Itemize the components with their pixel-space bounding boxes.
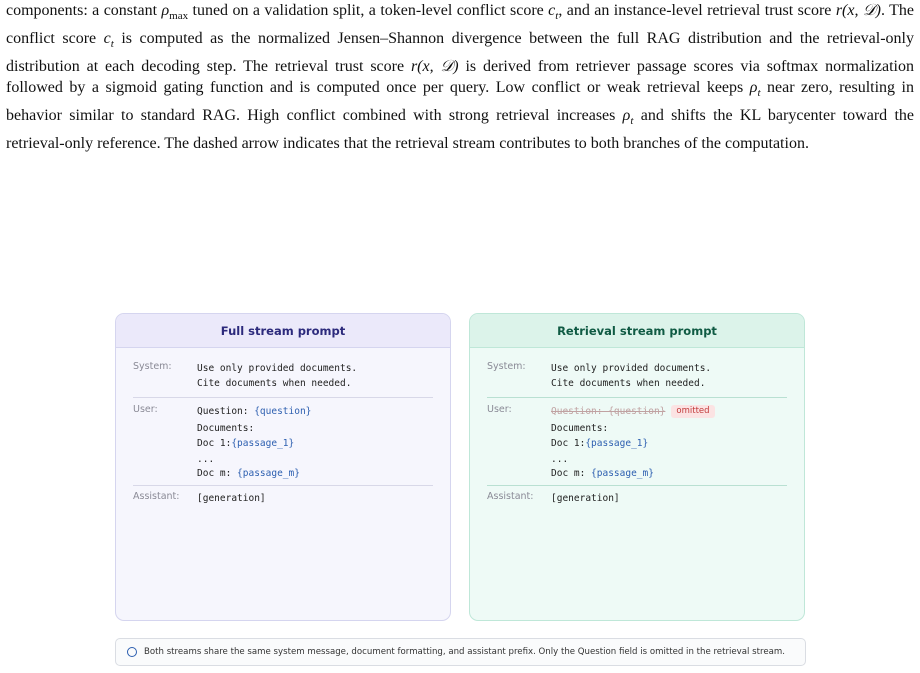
passage-1-placeholder: {passage_1}: [585, 438, 649, 449]
user-section: [133, 404, 433, 481]
docm-line: Doc m: {passage_m}: [551, 468, 654, 479]
struck-question: Question: {question}: [551, 406, 666, 417]
math-c-t: $c_t$: [548, 2, 559, 23]
math-rho-t: $\rho_t$: [622, 106, 634, 128]
shared-format-note: [115, 638, 806, 666]
full-stream-panel: [115, 313, 451, 621]
math-r-x-d: r(x, 𝒟): [835, 2, 881, 19]
info-circle-icon: [127, 647, 137, 657]
docm-line: Doc m: {passage_m}: [197, 468, 300, 479]
divider: [487, 485, 787, 486]
divider: [487, 397, 787, 398]
math-c-t: $c_t$: [103, 29, 114, 50]
generation-line: [generation]: [551, 493, 620, 504]
ellipsis-line: ...: [197, 454, 215, 465]
generation-line: [generation]: [197, 493, 266, 504]
passage-m-placeholder: {passage_m}: [237, 468, 300, 479]
system-section: [133, 361, 433, 391]
assistant-label: Assistant:: [133, 491, 180, 502]
divider: [133, 397, 433, 398]
assistant-section: [487, 491, 787, 506]
question-line: Question: {question}: [197, 406, 312, 417]
passage-1-placeholder: {passage_1}: [231, 438, 295, 449]
ellipsis-line: ...: [551, 454, 569, 465]
math-rho-t: $\rho_t$: [749, 79, 761, 100]
note-text: Both streams share the same system message, document formatting, and assistant prefix. Only the Question field is omitted in the retrieval stream.: [144, 647, 785, 657]
retrieval-stream-panel: [469, 313, 805, 621]
full-stream-title: Full stream prompt: [116, 314, 450, 348]
system-label: System:: [487, 361, 526, 372]
system-section: [487, 361, 787, 391]
doc1-line: Doc 1:{passage_1}: [551, 438, 649, 449]
question-placeholder: {question}: [254, 406, 312, 417]
documents-line: Documents:: [551, 423, 609, 434]
passage-m-placeholder: {passage_m}: [591, 468, 654, 479]
question-line-omitted: [551, 404, 787, 419]
user-label: User:: [133, 404, 158, 415]
omitted-badge: omitted: [671, 405, 714, 418]
body-paragraph: components: a constant $\rho_{max}$ tuned on a validation split, a token-level conflict score $c_t$, and an instance-level retrieval trust score r(x, 𝒟). The conflict score $c_t$ is computed as the normalized Jensen–Shannon divergence between the full RAG distribution and the retrieval-only distribution at each decoding step. The retrieval trust score r(x, 𝒟) is derived from retriever passage scores via softmax normalization followed by a sigmoid gating function and is computed once per query. Low conflict or weak retrieval keeps $\rho_t$ near zero, resulting in behavior similar to standard RAG. High conflict combined with strong retrieval increases $\rho_t$ and shifts the KL barycenter toward the retrieval-only reference. The dashed arrow indicates that the retrieval stream contributes to both branches of the computation.: [6, 2, 915, 152]
divider: [133, 485, 433, 486]
math-rho-max: $\rho_{max}$: [161, 2, 189, 23]
system-line-2: Cite documents when needed.: [551, 378, 706, 389]
retrieval-stream-title: Retrieval stream prompt: [470, 314, 804, 348]
system-line-2: Cite documents when needed.: [197, 378, 352, 389]
math-r-x-d: r(x, 𝒟): [410, 57, 459, 75]
system-line-1: Use only provided documents.: [551, 363, 712, 374]
assistant-label: Assistant:: [487, 491, 534, 502]
documents-line: Documents:: [197, 423, 255, 434]
user-label: User:: [487, 404, 512, 415]
assistant-section: [133, 491, 433, 506]
user-section: [487, 404, 787, 481]
system-label: System:: [133, 361, 172, 372]
system-line-1: Use only provided documents.: [197, 363, 358, 374]
doc1-line: Doc 1:{passage_1}: [197, 438, 295, 449]
